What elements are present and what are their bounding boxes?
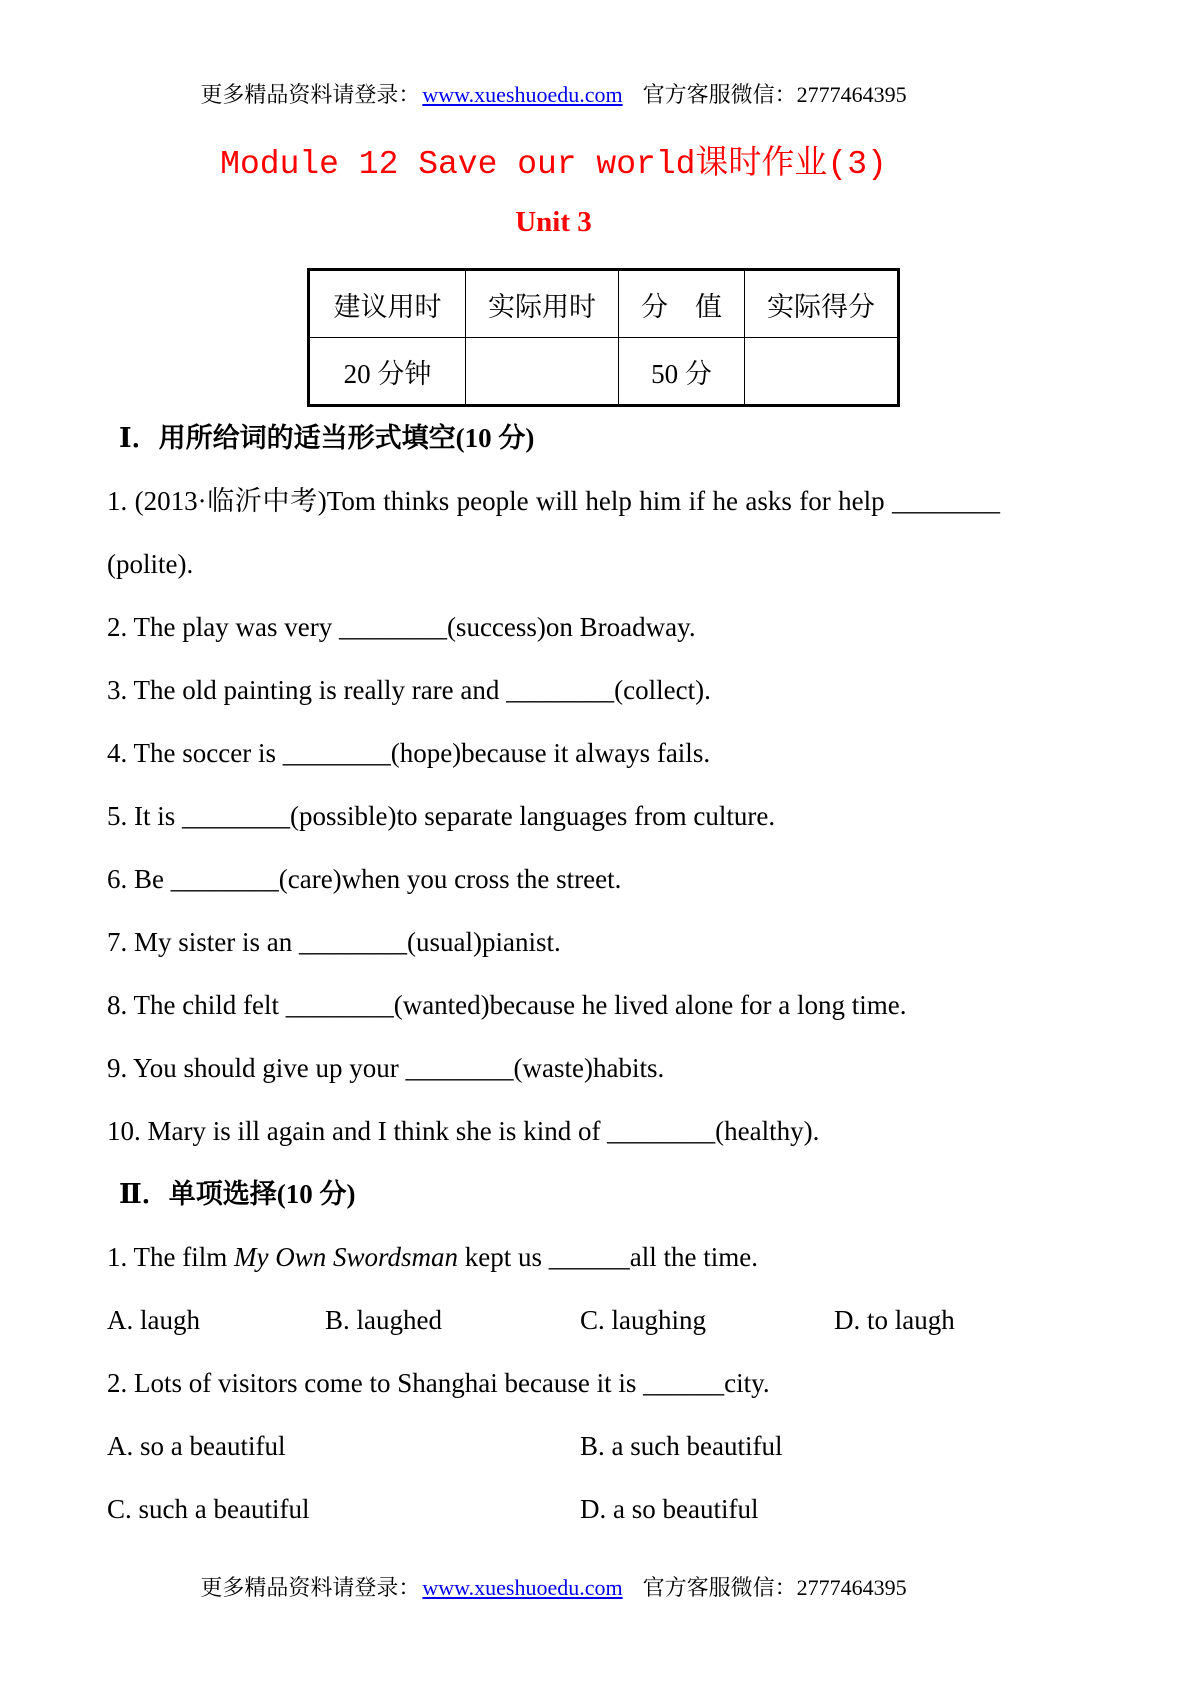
score-table-value-suggested-time: 20 分钟 — [309, 338, 466, 406]
score-table-header-actual-score: 实际得分 — [745, 270, 899, 338]
section2-q1-film-title: My Own Swordsman — [233, 1242, 458, 1272]
section2-q1 — [107, 1226, 1000, 1289]
footer-prefix-text: 更多精品资料请登录： — [200, 1575, 421, 1600]
score-table-header-row — [309, 270, 899, 338]
section2-q1-option-d: D. to laugh — [834, 1305, 955, 1335]
header-wechat-text: 官方客服微信：2777464395 — [642, 82, 907, 107]
section2-q1-post: kept us ______all the time. — [458, 1242, 758, 1272]
section2-q1-option-c: C. laughing — [580, 1305, 706, 1335]
section1-q9: 9. You should give up your ________(waste)habits. — [107, 1053, 665, 1083]
score-table-header-actual-time: 实际用时 — [466, 270, 619, 338]
section2-q2-option-a: A. so a beautiful — [107, 1431, 286, 1461]
section1-q5: 5. It is ________(possible)to separate languages from culture. — [107, 801, 776, 831]
page-header — [107, 78, 1000, 112]
score-table-header-suggested-time: 建议用时 — [309, 270, 466, 338]
header-prefix-text: 更多精品资料请登录： — [200, 82, 421, 107]
page-title: Module 12 Save our world课时作业(3) — [220, 146, 887, 183]
section1-q1-line2: (polite). — [107, 549, 194, 579]
section2-heading: Ⅱ．单项选择(10 分) — [119, 1179, 356, 1209]
section2-q1-option-b: B. laughed — [325, 1305, 442, 1335]
section1-q3: 3. The old painting is really rare and ________(collect). — [107, 675, 711, 705]
section2-q2-options-row-1 — [107, 1415, 1000, 1478]
section2-q1-pre: 1. The film — [107, 1242, 234, 1272]
section1-q10: 10. Mary is ill again and I think she is kind of ________(healthy). — [107, 1116, 820, 1146]
header-site-link[interactable]: www.xueshuoedu.com — [422, 82, 623, 107]
score-table — [307, 268, 900, 407]
unit-subtitle: Unit 3 — [515, 206, 592, 238]
section1-q7: 7. My sister is an ________(usual)pianist. — [107, 927, 561, 957]
score-table-value-actual-score — [745, 338, 899, 406]
section2-q2-option-d: D. a so beautiful — [580, 1494, 759, 1524]
section2-q2: 2. Lots of visitors come to Shanghai because it is ______city. — [107, 1368, 770, 1398]
section1-q2: 2. The play was very ________(success)on Broadway. — [107, 612, 696, 642]
section1-heading: Ⅰ．用所给词的适当形式填空(10 分) — [119, 423, 535, 453]
page-footer — [107, 1571, 1000, 1605]
page-content — [107, 0, 1000, 1605]
section2-q1-options-row — [107, 1289, 1000, 1352]
section1-q8: 8. The child felt ________(wanted)because he lived alone for a long time. — [107, 990, 907, 1020]
section1-q6: 6. Be ________(care)when you cross the street. — [107, 864, 622, 894]
section2-q2-option-c: C. such a beautiful — [107, 1494, 310, 1524]
score-table-value-total-score: 50 分 — [619, 338, 745, 406]
section1-q4: 4. The soccer is ________(hope)because it always fails. — [107, 738, 711, 768]
footer-site-link[interactable]: www.xueshuoedu.com — [422, 1575, 623, 1600]
footer-wechat-text: 官方客服微信：2777464395 — [642, 1575, 907, 1600]
section2-q2-option-b: B. a such beautiful — [580, 1431, 783, 1461]
score-table-value-actual-time — [466, 338, 619, 406]
score-table-header-total-score: 分 值 — [619, 270, 745, 338]
section2-q2-options-row-2 — [107, 1478, 1000, 1541]
section2-q1-option-a: A. laugh — [107, 1305, 200, 1335]
score-table-value-row — [309, 338, 899, 406]
section1-q1-line1: 1. (2013·临沂中考)Tom thinks people will help him if he asks for help ________ — [107, 486, 1000, 516]
